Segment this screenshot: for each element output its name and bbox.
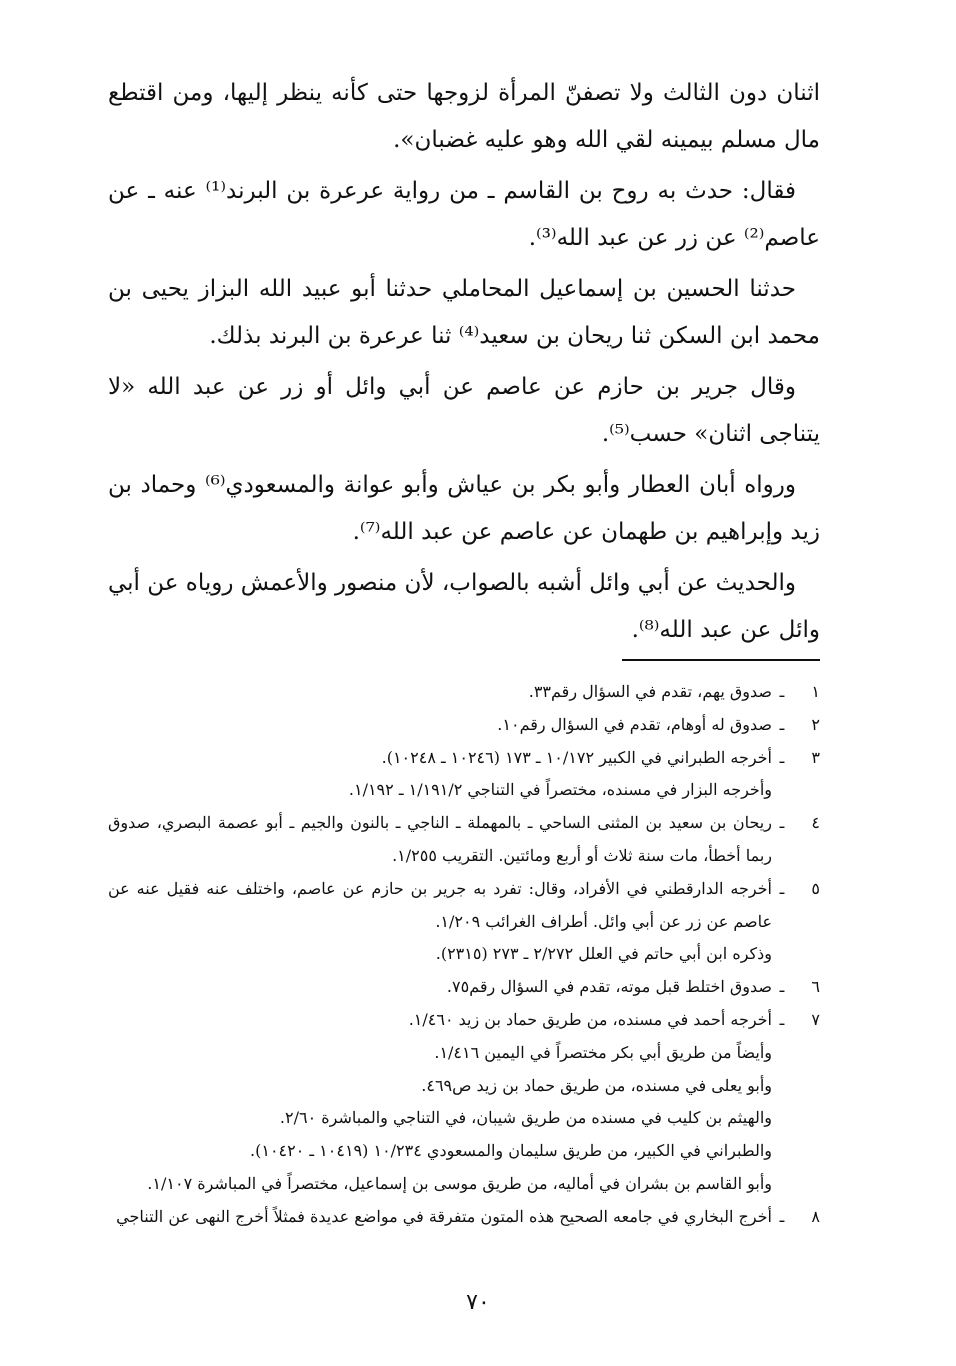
- footnote-number: ٥: [811, 878, 820, 898]
- footnote-dash: ـ: [779, 878, 785, 898]
- footnote-4: [108, 807, 820, 873]
- footnote-7-continuation: والطبراني في الكبير، من طريق سليمان والمسعودي ١٠/٢٣٤ (١٠٤١٩ ـ ١٠٤٢٠).: [250, 1141, 772, 1161]
- footnote-dash: ـ: [779, 682, 785, 701]
- page-number: ٧٠: [466, 1290, 490, 1315]
- footnote-7-continuation: والهيثم بن كليب في مسنده من طريق شيبان، في التناجي والمباشرة ٢/٦٠.: [279, 1108, 772, 1128]
- paragraph-3: حدثنا الحسين بن إسماعيل المحاملي حدثنا أبو عبيد الله البزاز يحيى بن محمد ابن السكن ثنا ريحان بن سعيد⁽⁴⁾ ثنا عرعرة بن البرند بذلك.: [108, 276, 820, 349]
- footnote-7-continuation: وأبو يعلى في مسنده، من طريق حماد بن زيد ص٤٦٩.: [421, 1075, 772, 1095]
- paragraph-4: وقال جرير بن حازم عن عاصم عن أبي وائل أو زر عن عبد الله «لا يتناجى اثنان» حسب⁽⁵⁾.: [108, 374, 820, 447]
- footnote-number: ٦: [811, 977, 820, 997]
- footnote-number: ٢: [811, 714, 820, 734]
- footnote-text: أخرجه الطبراني في الكبير ١٠/١٧٢ ـ ١٧٣ (١٠٢٤٦ ـ ١٠٢٤٨).: [381, 747, 772, 767]
- paragraph-1: اثنان دون الثالث ولا تصفنّ المرأة لزوجها حتى كأنه ينظر إليها، ومن اقتطع مال مسلم بيمينه لقي الله وهو عليه غضبان».: [108, 80, 820, 153]
- footnote-dash: ـ: [779, 747, 785, 767]
- footnotes: [108, 676, 820, 1234]
- footnote-dash: ـ: [779, 1206, 785, 1226]
- footnote-text: صدوق يهم، تقدم في السؤال رقم٣٣.: [528, 682, 772, 701]
- footnote-3: [108, 742, 820, 775]
- footnote-dash: ـ: [779, 1009, 785, 1029]
- footnote-5: [108, 873, 820, 939]
- footnote-dash: ـ: [779, 714, 785, 734]
- footnote-2: [108, 709, 820, 742]
- footnote-7-continuation: وأبو القاسم بن بشران في أماليه، من طريق موسى بن إسماعيل، مختصراً في المباشرة ١/١٠٧.: [147, 1173, 772, 1193]
- footnote-text: صدوق اختلط قبل موته، تقدم في السؤال رقم٧٥.: [446, 977, 772, 997]
- paragraph-5: ورواه أبان العطار وأبو بكر بن عياش وأبو عوانة والمسعودي⁽⁶⁾ وحماد بن زيد وإبراهيم بن طهمان عن عاصم عن عبد الله⁽⁷⁾.: [108, 472, 820, 545]
- main-text: [108, 70, 820, 654]
- footnote-8: [108, 1201, 820, 1234]
- footnote-separator: [622, 659, 820, 661]
- footnote-1: [108, 676, 820, 709]
- footnote-text: أخرج البخاري في جامعه الصحيح هذه المتون متفرقة في مواضع عديدة فمثلاً أخرج النهى عن التناجي: [116, 1206, 772, 1226]
- footnote-6: [108, 971, 820, 1004]
- footnote-7-continuation: وأيضاً من طريق أبي بكر مختصراً في اليمين ١/٤١٦.: [434, 1042, 772, 1062]
- footnote-text: أخرجه الدارقطني في الأفراد، وقال: تفرد به جرير بن حازم عن عاصم، واختلف عنه فقيل عنه عن عاصم عن زر عن أبي وائل. أطراف الغرائب ١/٢٠٩.: [108, 878, 772, 931]
- footnote-number: ٤: [811, 813, 820, 833]
- footnote-dash: ـ: [779, 977, 785, 997]
- footnote-number: ١: [811, 682, 820, 701]
- footnote-text: صدوق له أوهام، تقدم في السؤال رقم١٠.: [497, 714, 772, 734]
- footnote-number: ٧: [811, 1009, 820, 1029]
- paragraph-6: والحديث عن أبي وائل أشبه بالصواب، لأن منصور والأعمش روياه عن أبي وائل عن عبد الله⁽⁸⁾.: [107, 570, 820, 643]
- footnote-3-continuation: وأخرجه البزار في مسنده، مختصراً في التناجي ١/١٩١/٢ ـ ١/١٩٢.: [348, 780, 772, 800]
- footnote-number: ٨: [811, 1206, 820, 1226]
- footnote-5-continuation: وذكره ابن أبي حاتم في العلل ٢/٢٧٢ ـ ٢٧٣ (٢٣١٥).: [435, 944, 772, 964]
- footnote-7: [108, 1004, 820, 1037]
- footnote-number: ٣: [811, 747, 820, 767]
- footnote-dash: ـ: [779, 813, 785, 833]
- footnote-text: ريحان بن سعيد بن المثنى الساحي ـ بالمهملة ـ الناجي ـ بالنون والجيم ـ أبو عصمة البصري، صدوق ربما أخطأ، مات سنة ثلاث أو أربع ومائتين. التقريب ١/٢٥٥.: [108, 813, 772, 865]
- footnote-text: أخرجه أحمد في مسنده، من طريق حماد بن زيد ١/٤٦٠.: [408, 1009, 772, 1029]
- paragraph-2: فقال: حدث به روح بن القاسم ـ من رواية عرعرة بن البرند⁽¹⁾ عنه ـ عن عاصم⁽²⁾ عن زر عن عبد الله⁽³⁾.: [108, 178, 820, 251]
